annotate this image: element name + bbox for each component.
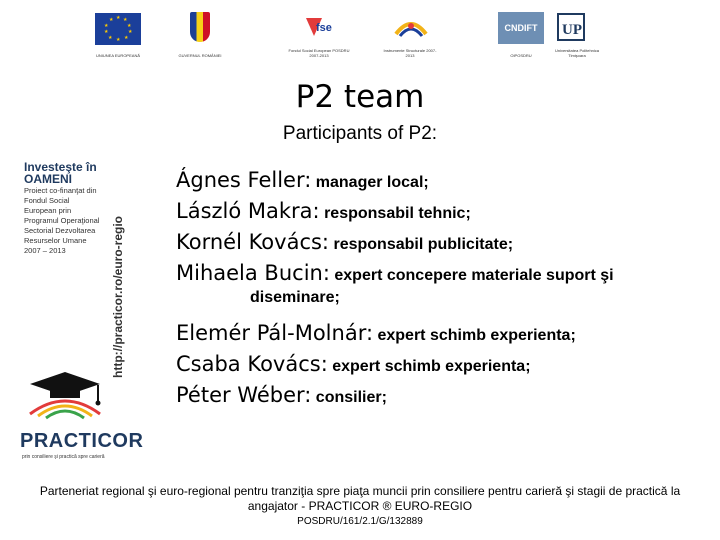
romanian-government-logo [170, 10, 230, 58]
participant-role: expert concepere materiale suport şi [334, 267, 614, 284]
practicor-tagline: prin consiliere şi practică spre carieră [22, 454, 105, 460]
participant-role: responsabil publicitate; [333, 236, 514, 253]
participant-name: Kornél Kovács: [176, 230, 330, 254]
fse-logo-caption: Fondul Social European POSDRU 2007-2013 [288, 48, 350, 58]
upt-emblem-icon [554, 12, 590, 44]
slide-subtitle: Participants of P2: [282, 123, 438, 144]
structural-instruments-logo [380, 10, 440, 58]
structural-instruments-caption: Instrumente Structurale 2007-2013 [383, 48, 437, 58]
participant-name: Ágnes Feller: [176, 168, 312, 192]
participants-list [176, 165, 696, 411]
participant-row [176, 349, 696, 380]
participant-row [176, 165, 696, 196]
participant-name: Péter Wéber: [176, 383, 312, 407]
participant-row [176, 318, 696, 349]
sidebar-text: Proiect co-finanţat din Fondul Social European prin Programul Operaţional Sectorial Dezvoltarea Resurselor Umane 2007 – 2013 [24, 186, 100, 255]
government-logo-caption: GUVERNUL ROMÂNIEI [178, 53, 222, 58]
participant-row [176, 380, 696, 411]
project-url-link[interactable]: http://practicor.ro/euro-regio [111, 215, 125, 378]
cndift-caption: OIPOSDRU [510, 53, 532, 58]
coat-of-arms-icon [190, 12, 210, 42]
cndift-label: CNDIFT [498, 12, 544, 44]
eu-logo [92, 10, 144, 58]
participant-role: manager local; [315, 174, 429, 191]
eu-flag-icon: ★ ★ ★ ★ ★ ★ ★ ★ ★ ★ [95, 13, 141, 45]
fse-logo [288, 10, 350, 58]
graduation-cap-icon [20, 368, 110, 420]
participant-name: László Makra: [176, 199, 320, 223]
upt-label: UP [562, 22, 582, 38]
practicor-brand: PRACTICOR [20, 430, 144, 452]
sidebar-heading: Investeşte în OAMENI [24, 160, 97, 186]
participant-name: Csaba Kovács: [176, 352, 328, 376]
participant-name: Mihaela Bucin: [176, 261, 330, 285]
participant-role: expert schimb experienta; [332, 358, 531, 375]
project-code: POSDRU/161/2.1/G/132889 [297, 516, 423, 527]
participant-role: expert schimb experienta; [377, 327, 576, 344]
svg-text:fse: fse [316, 22, 332, 34]
footer [20, 484, 700, 529]
participant-role: consilier; [315, 389, 387, 406]
participant-row [176, 227, 696, 258]
upt-caption: Universitatea Politehnica Timişoara [554, 48, 600, 58]
upt-logo [548, 10, 606, 58]
slide-title: P2 team [295, 79, 425, 115]
cndift-logo [495, 10, 547, 58]
eu-logo-caption: UNIUNEA EUROPEANĂ [95, 53, 140, 58]
participant-row [176, 258, 696, 286]
structural-instruments-icon [394, 12, 428, 42]
participant-role: responsabil tehnic; [324, 205, 471, 222]
participant-name: Elemér Pál-Molnár: [176, 321, 374, 345]
participant-row [176, 196, 696, 227]
footer-text: Parteneriat regional şi euro-regional pentru tranziţia spre piaţa muncii prin consiliere pentru carieră şi stagii de practică la angajator - PRACTICOR ® EURO-REGIO [39, 484, 681, 513]
fse-emblem-icon [302, 14, 336, 40]
participant-role-continued: diseminare; [250, 289, 340, 306]
